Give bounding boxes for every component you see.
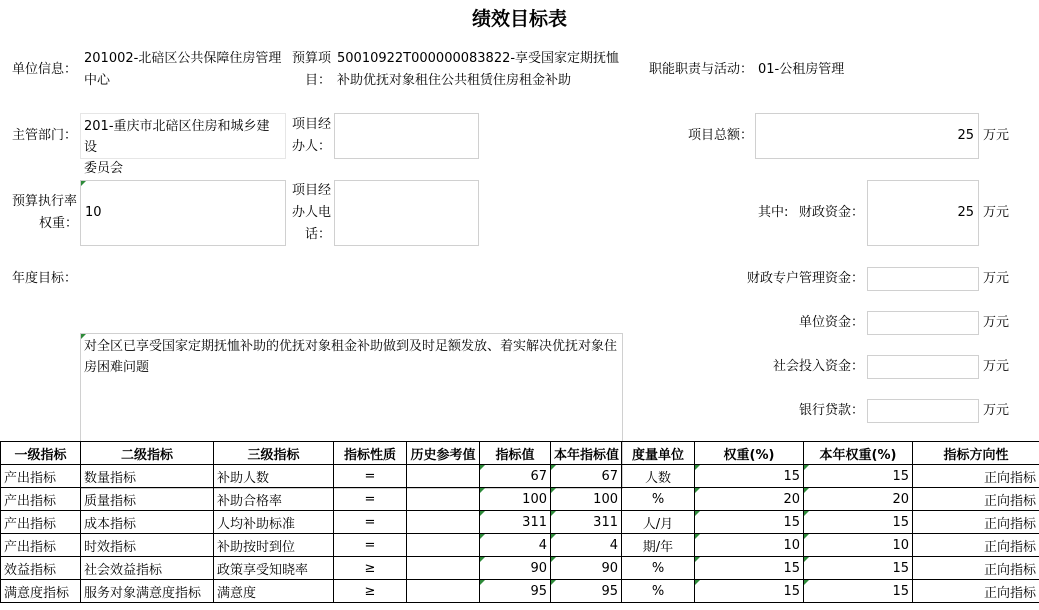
cell-history[interactable] <box>407 557 480 580</box>
cell-level1: 产出指标 <box>1 534 81 557</box>
indicator-table <box>0 441 1039 603</box>
phone-label-2: 办人电 <box>292 205 332 220</box>
header-level3: 三级指标 <box>214 442 334 465</box>
cell-direction[interactable]: 正向指标 <box>913 511 1039 534</box>
cell-level3[interactable]: 政策享受知晓率 <box>214 557 334 580</box>
cell-direction[interactable]: 正向指标 <box>913 465 1039 488</box>
supervisor-line1: 201-重庆市北碚区住房和城乡建设 <box>84 119 270 155</box>
table-row <box>1 534 1039 557</box>
fiscal-label-a: 其中: <box>758 205 789 220</box>
cell-nature[interactable]: = <box>334 488 407 511</box>
cell-year-weight[interactable]: 15 <box>804 511 913 534</box>
header-unit: 度量单位 <box>622 442 695 465</box>
table-row <box>1 511 1039 534</box>
header-weight: 权重(%) <box>695 442 804 465</box>
cell-nature[interactable]: = <box>334 465 407 488</box>
header-history: 历史参考值 <box>407 442 480 465</box>
budget-item-line2: 补助优抚对象租住公共租赁住房租金补助 <box>337 73 572 88</box>
cell-nature[interactable]: = <box>334 511 407 534</box>
unit-info-line1: 201002-北碚区公共保障住房管理 <box>84 51 282 66</box>
header-direction: 指标方向性 <box>913 442 1039 465</box>
phone-field[interactable] <box>334 180 479 246</box>
cell-unit[interactable]: 人数 <box>622 465 695 488</box>
cell-history[interactable] <box>407 534 480 557</box>
cell-weight[interactable]: 15 <box>695 465 804 488</box>
bank-loan-label: 银行贷款： <box>799 403 865 418</box>
cell-direction[interactable]: 正向指标 <box>913 534 1039 557</box>
header-year-value: 本年指标值 <box>551 442 622 465</box>
unit-fund-unit: 万元 <box>983 315 1010 330</box>
cell-level3[interactable]: 补助按时到位 <box>214 534 334 557</box>
cell-level1: 满意度指标 <box>1 580 81 603</box>
manager-label-1: 项目经 <box>292 117 332 132</box>
cell-year-weight[interactable]: 20 <box>804 488 913 511</box>
fiscal-unit: 万元 <box>983 205 1010 220</box>
unit-info-label: 单位信息： <box>12 62 78 77</box>
unit-fund-field[interactable] <box>867 311 979 335</box>
supervisor-label: 主管部门： <box>12 128 78 143</box>
page-title: 绩效目标表 <box>471 8 567 30</box>
unit-fund-label: 单位资金： <box>799 315 865 330</box>
cell-nature[interactable]: = <box>334 534 407 557</box>
total-label: 项目总额： <box>688 128 754 143</box>
cell-unit[interactable]: % <box>622 580 695 603</box>
cell-level1: 产出指标 <box>1 488 81 511</box>
table-row <box>1 488 1039 511</box>
cell-level2: 成本指标 <box>81 511 214 534</box>
cell-level2: 社会效益指标 <box>81 557 214 580</box>
table-row <box>1 465 1039 488</box>
header-level1: 一级指标 <box>1 442 81 465</box>
cell-year-value[interactable]: 100 <box>551 488 622 511</box>
weight-label-2: 权重： <box>39 216 79 231</box>
table-row <box>1 580 1039 603</box>
cell-year-value[interactable]: 95 <box>551 580 622 603</box>
cell-level3[interactable]: 补助合格率 <box>214 488 334 511</box>
social-fund-label: 社会投入资金： <box>773 359 865 374</box>
cell-year-value[interactable]: 90 <box>551 557 622 580</box>
phone-label-3: 话： <box>305 227 332 242</box>
annual-goal-line1: 对全区已享受国家定期抚恤补助的优抚对象租金补助做到及时足额发放、着实解决优抚对象住 <box>84 339 618 354</box>
cell-history[interactable] <box>407 580 480 603</box>
cell-direction[interactable]: 正向指标 <box>913 557 1039 580</box>
unit-info-line2: 中心 <box>84 73 111 88</box>
cell-direction[interactable]: 正向指标 <box>913 580 1039 603</box>
cell-value[interactable]: 4 <box>480 534 551 557</box>
cell-level3[interactable]: 补助人数 <box>214 465 334 488</box>
bank-loan-field[interactable] <box>867 399 979 423</box>
cell-year-weight[interactable]: 15 <box>804 557 913 580</box>
total-unit: 万元 <box>983 128 1010 143</box>
special-fund-field[interactable] <box>867 267 979 291</box>
budget-item-label-1: 预算项 <box>292 51 332 66</box>
cell-value[interactable]: 311 <box>480 511 551 534</box>
function-value: 01-公租房管理 <box>758 62 845 77</box>
manager-label-2: 办人： <box>292 139 332 154</box>
cell-value[interactable]: 67 <box>480 465 551 488</box>
budget-item-line1: 50010922T000000083822-享受国家定期抚恤 <box>337 51 620 66</box>
annual-goal-label: 年度目标： <box>12 271 78 286</box>
header-nature: 指标性质 <box>334 442 407 465</box>
special-fund-unit: 万元 <box>983 271 1010 286</box>
cell-level3[interactable]: 满意度 <box>214 580 334 603</box>
header-value: 指标值 <box>480 442 551 465</box>
cell-value[interactable]: 100 <box>480 488 551 511</box>
cell-unit[interactable]: % <box>622 488 695 511</box>
table-header-row <box>1 442 1039 465</box>
supervisor-line2: 委员会 <box>84 161 124 176</box>
cell-year-value[interactable]: 4 <box>551 534 622 557</box>
social-fund-field[interactable] <box>867 355 979 379</box>
cell-weight[interactable]: 20 <box>695 488 804 511</box>
annual-goal-line2: 房困难问题 <box>84 360 150 375</box>
cell-year-weight[interactable]: 10 <box>804 534 913 557</box>
cell-level2: 时效指标 <box>81 534 214 557</box>
cell-weight[interactable]: 10 <box>695 534 804 557</box>
total-field[interactable]: 25 <box>755 113 979 159</box>
cell-history[interactable] <box>407 511 480 534</box>
phone-label-1: 项目经 <box>292 183 332 198</box>
manager-field[interactable] <box>334 113 479 159</box>
cell-level3[interactable]: 人均补助标准 <box>214 511 334 534</box>
cell-value[interactable]: 90 <box>480 557 551 580</box>
cell-unit[interactable]: 期/年 <box>622 534 695 557</box>
cell-nature[interactable]: ≥ <box>334 580 407 603</box>
cell-level2: 数量指标 <box>81 465 214 488</box>
cell-unit[interactable]: 人/月 <box>622 511 695 534</box>
cell-weight[interactable]: 15 <box>695 557 804 580</box>
cell-level2: 质量指标 <box>81 488 214 511</box>
cell-direction[interactable]: 正向指标 <box>913 488 1039 511</box>
cell-weight[interactable]: 15 <box>695 511 804 534</box>
fiscal-field[interactable]: 25 <box>867 180 979 246</box>
cell-value[interactable]: 95 <box>480 580 551 603</box>
cell-history[interactable] <box>407 465 480 488</box>
cell-unit[interactable]: % <box>622 557 695 580</box>
table-row <box>1 557 1039 580</box>
cell-history[interactable] <box>407 488 480 511</box>
special-fund-label: 财政专户管理资金： <box>747 271 865 286</box>
social-fund-unit: 万元 <box>983 359 1010 374</box>
cell-year-value[interactable]: 67 <box>551 465 622 488</box>
cell-level1: 效益指标 <box>1 557 81 580</box>
cell-year-weight[interactable]: 15 <box>804 465 913 488</box>
fiscal-label-b: 财政资金： <box>799 205 865 220</box>
cell-level2: 服务对象满意度指标 <box>81 580 214 603</box>
cell-year-weight[interactable]: 15 <box>804 580 913 603</box>
header-level2: 二级指标 <box>81 442 214 465</box>
supervisor-field[interactable] <box>80 113 286 176</box>
budget-item-label-2: 目： <box>305 73 332 88</box>
weight-field[interactable]: 10 <box>80 180 286 246</box>
cell-nature[interactable]: ≥ <box>334 557 407 580</box>
bank-loan-unit: 万元 <box>983 403 1010 418</box>
weight-label-1: 预算执行率 <box>12 194 78 209</box>
cell-level1: 产出指标 <box>1 465 81 488</box>
header-year-weight: 本年权重(%) <box>804 442 913 465</box>
cell-weight[interactable]: 15 <box>695 580 804 603</box>
function-label: 职能职责与活动： <box>649 62 754 77</box>
cell-level1: 产出指标 <box>1 511 81 534</box>
cell-year-value[interactable]: 311 <box>551 511 622 534</box>
